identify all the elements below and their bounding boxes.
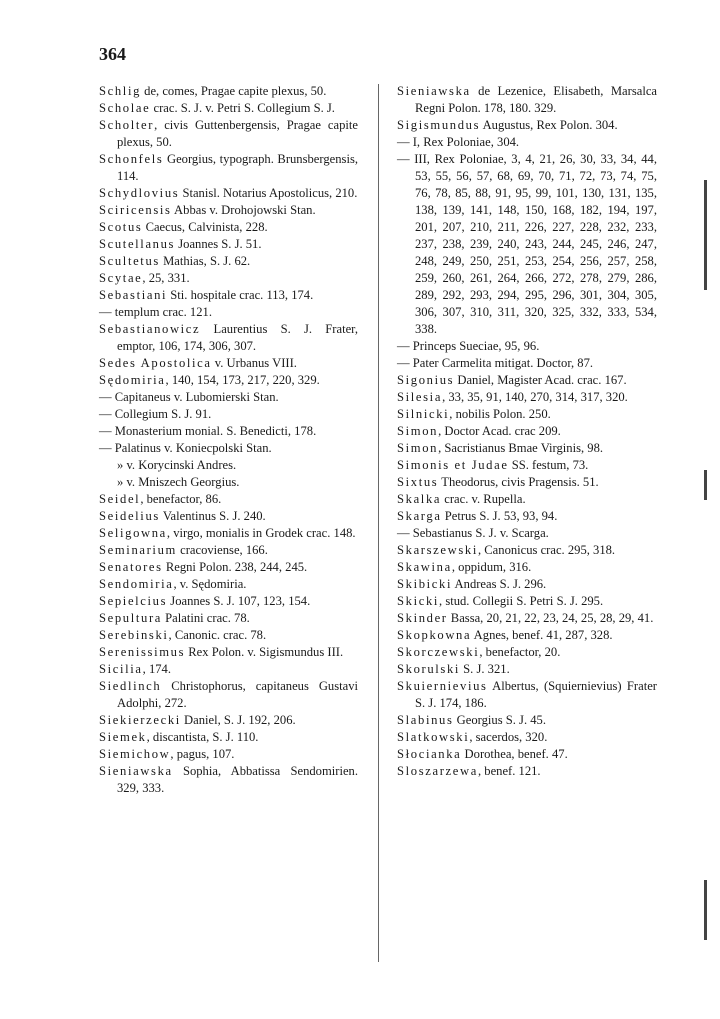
entry-text: crac. v. Rupella. bbox=[441, 492, 526, 506]
entry-text: , 140, 154, 173, 217, 220, 329. bbox=[165, 373, 320, 387]
index-entry bbox=[397, 423, 657, 440]
index-entry bbox=[99, 372, 358, 389]
index-entry bbox=[99, 304, 358, 321]
entry-headword: Scytae bbox=[99, 271, 143, 285]
entry-text: Valentinus S. J. 240. bbox=[159, 509, 266, 523]
entry-text: Christophorus, capitaneus Gustavi Adolphi, 272. bbox=[117, 679, 358, 710]
entry-text: , pagus, 107. bbox=[170, 747, 235, 761]
entry-text: S. J. 321. bbox=[460, 662, 510, 676]
entry-text: Caecus, Calvinista, 228. bbox=[142, 220, 268, 234]
index-entry bbox=[99, 423, 358, 440]
entry-headword: Serenissimus bbox=[99, 645, 186, 659]
index-entry bbox=[99, 576, 358, 593]
entry-text: SS. festum, 73. bbox=[508, 458, 589, 472]
index-entry bbox=[397, 678, 657, 712]
entry-text: de Lezenice, Elisabeth, Marsalca Regni Polon. 178, 180. 329. bbox=[415, 84, 657, 115]
index-entry bbox=[99, 406, 358, 423]
entry-headword: Skorczewski bbox=[397, 645, 480, 659]
index-entry bbox=[397, 134, 657, 151]
index-entry bbox=[99, 729, 358, 746]
scan-edge-mark bbox=[704, 880, 707, 940]
entry-text: , nobilis Polon. 250. bbox=[449, 407, 551, 421]
index-entry bbox=[99, 202, 358, 219]
entry-text: crac. S. J. v. Petri S. Collegium S. J. bbox=[150, 101, 335, 115]
entry-headword: Skuiernievius bbox=[397, 679, 488, 693]
index-entry bbox=[99, 542, 358, 559]
index-entry bbox=[99, 321, 358, 355]
index-entry bbox=[99, 287, 358, 304]
entry-headword: Sedes Apostolica bbox=[99, 356, 212, 370]
entry-headword: Sędomiria bbox=[99, 373, 166, 387]
entry-headword: Simon bbox=[397, 424, 439, 438]
entry-text: Andreas S. J. 296. bbox=[452, 577, 547, 591]
index-entry bbox=[99, 236, 358, 253]
entry-text: , v. Sędomiria. bbox=[173, 577, 247, 591]
entry-headword: Silnicki bbox=[397, 407, 450, 421]
index-entry bbox=[397, 491, 657, 508]
entry-text: Rex Polon. v. Sigismundus III. bbox=[185, 645, 344, 659]
entry-text: Daniel, Magister Acad. crac. 167. bbox=[454, 373, 627, 387]
entry-text: — Palatinus v. Koniecpolski Stan. bbox=[99, 441, 272, 455]
entry-headword: Scholter bbox=[99, 118, 155, 132]
entry-headword: Siedlinch bbox=[99, 679, 162, 693]
entry-text: Dorothea, benef. 47. bbox=[461, 747, 568, 761]
index-entry bbox=[397, 576, 657, 593]
entry-text: v. Urbanus VIII. bbox=[211, 356, 297, 370]
entry-headword: Skorulski bbox=[397, 662, 461, 676]
entry-text: Palatini crac. 78. bbox=[162, 611, 250, 625]
index-entry bbox=[99, 644, 358, 661]
index-entry bbox=[99, 627, 358, 644]
entry-headword: Seligowna bbox=[99, 526, 167, 540]
entry-headword: Slatkowski bbox=[397, 730, 470, 744]
index-entry bbox=[99, 151, 358, 185]
entry-text: , civis Guttenbergensis, Pragae capite plexus, 50. bbox=[117, 118, 358, 149]
index-entry bbox=[99, 355, 358, 372]
entry-headword: Siekierzecki bbox=[99, 713, 181, 727]
index-entry bbox=[99, 253, 358, 270]
entry-headword: Scultetus bbox=[99, 254, 160, 268]
scan-edge-mark bbox=[704, 470, 707, 500]
entry-headword: Scholae bbox=[99, 101, 151, 115]
index-entry bbox=[397, 644, 657, 661]
entry-headword: Skarszewski bbox=[397, 543, 478, 557]
index-entry bbox=[397, 559, 657, 576]
entry-headword: Silesia bbox=[397, 390, 443, 404]
entry-headword: Sieniawska bbox=[397, 84, 471, 98]
entry-headword: Sieniawska bbox=[99, 764, 173, 778]
index-entry bbox=[397, 729, 657, 746]
index-entry bbox=[397, 627, 657, 644]
index-entry bbox=[397, 508, 657, 525]
entry-text: — templum crac. 121. bbox=[99, 305, 212, 319]
index-entry bbox=[397, 372, 657, 389]
entry-text: , discantista, S. J. 110. bbox=[146, 730, 259, 744]
entry-headword: Sciricensis bbox=[99, 203, 172, 217]
entry-headword: Scotus bbox=[99, 220, 143, 234]
entry-headword: Sendomiria bbox=[99, 577, 174, 591]
entry-headword: Seidel bbox=[99, 492, 141, 506]
index-entry bbox=[99, 610, 358, 627]
entry-headword: Skarga bbox=[397, 509, 442, 523]
entry-headword: Serebinski bbox=[99, 628, 169, 642]
entry-text: Bassa, 20, 21, 22, 23, 24, 25, 28, 29, 41. bbox=[447, 611, 654, 625]
entry-text: Sophia, Abbatissa Sendomirien. 329, 333. bbox=[117, 764, 358, 795]
entry-text: — Princeps Sueciae, 95, 96. bbox=[397, 339, 540, 353]
entry-headword: Skicki bbox=[397, 594, 440, 608]
entry-headword: Schonfels bbox=[99, 152, 164, 166]
entry-headword: Seidelius bbox=[99, 509, 160, 523]
entry-headword: Skinder bbox=[397, 611, 448, 625]
entry-text: , Canonicus crac. 295, 318. bbox=[477, 543, 616, 557]
index-entry bbox=[99, 474, 358, 491]
entry-text: , 25, 331. bbox=[142, 271, 190, 285]
entry-text: Augustus, Rex Polon. 304. bbox=[480, 118, 618, 132]
entry-headword: Sigismundus bbox=[397, 118, 481, 132]
index-entry bbox=[99, 525, 358, 542]
index-entry bbox=[99, 270, 358, 287]
index-entry bbox=[397, 474, 657, 491]
entry-text: , 33, 35, 91, 140, 270, 314, 317, 320. bbox=[442, 390, 628, 404]
entry-text: Joannes S. J. 51. bbox=[175, 237, 262, 251]
index-entry bbox=[99, 100, 358, 117]
index-entry bbox=[397, 593, 657, 610]
index-entry bbox=[99, 593, 358, 610]
entry-text: , virgo, monialis in Grodek crac. 148. bbox=[166, 526, 356, 540]
index-entry bbox=[99, 746, 358, 763]
entry-text: , sacerdos, 320. bbox=[469, 730, 548, 744]
entry-headword: Simon bbox=[397, 441, 439, 455]
entry-text: — Capitaneus v. Lubomierski Stan. bbox=[99, 390, 279, 404]
entry-text: Agnes, benef. 41, 287, 328. bbox=[471, 628, 613, 642]
entry-text: Daniel, S. J. 192, 206. bbox=[180, 713, 296, 727]
entry-headword: Scutellanus bbox=[99, 237, 176, 251]
index-entry bbox=[99, 678, 358, 712]
column-divider bbox=[378, 84, 379, 962]
index-entry bbox=[99, 457, 358, 474]
entry-headword: Sepielcius bbox=[99, 594, 168, 608]
index-entry bbox=[397, 525, 657, 542]
entry-headword: Skawina bbox=[397, 560, 452, 574]
index-entry bbox=[99, 117, 358, 151]
index-entry bbox=[397, 355, 657, 372]
entry-headword: Sicilia bbox=[99, 662, 143, 676]
entry-text: Petrus S. J. 53, 93, 94. bbox=[441, 509, 558, 523]
index-entry bbox=[99, 491, 358, 508]
index-entry bbox=[397, 661, 657, 678]
entry-text: » v. Korycinski Andres. bbox=[117, 458, 237, 472]
index-column-right bbox=[397, 83, 657, 780]
index-entry bbox=[397, 763, 657, 780]
entry-text: de, comes, Pragae capite plexus, 50. bbox=[141, 84, 327, 98]
entry-text: Abbas v. Drohojowski Stan. bbox=[171, 203, 316, 217]
entry-text: Theodorus, civis Pragensis. 51. bbox=[438, 475, 599, 489]
entry-text: , Sacristianus Bmae Virginis, 98. bbox=[438, 441, 604, 455]
entry-text: , Canonic. crac. 78. bbox=[168, 628, 267, 642]
entry-headword: Skopkowna bbox=[397, 628, 472, 642]
entry-headword: Slabinus bbox=[397, 713, 454, 727]
index-entry bbox=[397, 440, 657, 457]
scan-edge-mark bbox=[704, 180, 707, 290]
entry-headword: Sloszarzewa bbox=[397, 764, 478, 778]
entry-headword: Sebastiani bbox=[99, 288, 168, 302]
index-entry bbox=[397, 151, 657, 338]
index-entry bbox=[99, 712, 358, 729]
entry-text: Laurentius S. J. Frater, emptor, 106, 174, 306, 307. bbox=[117, 322, 358, 353]
entry-text: , benefactor, 20. bbox=[479, 645, 561, 659]
entry-text: Georgius, typograph. Brunsbergensis, 114. bbox=[117, 152, 358, 183]
index-entry bbox=[99, 508, 358, 525]
entry-headword: Siemichow bbox=[99, 747, 171, 761]
entry-text: Mathias, S. J. 62. bbox=[159, 254, 251, 268]
index-entry bbox=[397, 712, 657, 729]
entry-headword: Sebastianowicz bbox=[99, 322, 201, 336]
entry-text: » v. Mniszech Georgius. bbox=[117, 475, 240, 489]
entry-headword: Senatores bbox=[99, 560, 163, 574]
entry-text: , benefactor, 86. bbox=[140, 492, 222, 506]
entry-text: Joannes S. J. 107, 123, 154. bbox=[167, 594, 311, 608]
entry-text: cracoviense, 166. bbox=[176, 543, 268, 557]
entry-headword: Schlig bbox=[99, 84, 142, 98]
entry-headword: Sixtus bbox=[397, 475, 439, 489]
entry-text: , stud. Collegii S. Petri S. J. 295. bbox=[439, 594, 604, 608]
entry-text: Regni Polon. 238, 244, 245. bbox=[162, 560, 308, 574]
entry-text: Albertus, (Squiernievius) Frater S. J. 174, 186. bbox=[415, 679, 657, 710]
entry-text: Sti. hospitale crac. 113, 174. bbox=[167, 288, 314, 302]
entry-headword: Skalka bbox=[397, 492, 442, 506]
entry-text: — III, Rex Poloniae, 3, 4, 21, 26, 30, 33, 34, 44, 53, 55, 56, 57, 68, 69, 70, 71, 72, 73, 74, 75, 76, 78, 85, 88, 91, 95, 99, 101, 130, 131, 135, 138, 139, 141, 148, 150, 168, 182, 194, 197, 201, 207, 210, 211, 226, 227, 228, 232, 233, 237, 238, 239, 240, 243, 244, 245, 246, 247, 248, 249, 250, 251, 253, 254, 256, 257, 258, 259, 260, 261, 264, 266, 272, 278, 279, 286, 289, 292, 293, 294, 295, 296, 301, 304, 305, 306, 307, 310, 311, 320, 325, 332, 333, 534, 338. bbox=[397, 152, 657, 336]
entry-text: — Monasterium monial. S. Benedicti, 178. bbox=[99, 424, 317, 438]
page-number: 364 bbox=[99, 44, 126, 64]
entry-headword: Sepultura bbox=[99, 611, 163, 625]
index-entry bbox=[397, 542, 657, 559]
index-entry bbox=[99, 83, 358, 100]
entry-text: — I, Rex Poloniae, 304. bbox=[397, 135, 520, 149]
index-column-left bbox=[99, 83, 358, 797]
index-entry bbox=[99, 559, 358, 576]
index-entry bbox=[397, 746, 657, 763]
index-entry bbox=[397, 83, 657, 117]
entry-headword: Skibicki bbox=[397, 577, 453, 591]
entry-text: , Doctor Acad. crac 209. bbox=[438, 424, 561, 438]
entry-text: , benef. 121. bbox=[477, 764, 541, 778]
index-entry bbox=[397, 610, 657, 627]
entry-text: , 174. bbox=[142, 662, 171, 676]
index-entry bbox=[99, 661, 358, 678]
index-entry bbox=[397, 338, 657, 355]
entry-headword: Sigonius bbox=[397, 373, 455, 387]
index-entry bbox=[99, 219, 358, 236]
index-entry bbox=[99, 389, 358, 406]
entry-headword: Seminarium bbox=[99, 543, 177, 557]
entry-headword: Simonis et Judae bbox=[397, 458, 509, 472]
entry-text: — Sebastianus S. J. v. Scarga. bbox=[397, 526, 549, 540]
index-entry bbox=[397, 117, 657, 134]
entry-headword: Słocianka bbox=[397, 747, 462, 761]
index-entry bbox=[99, 440, 358, 457]
entry-text: — Pater Carmelita mitigat. Doctor, 87. bbox=[397, 356, 594, 370]
entry-text: , oppidum, 316. bbox=[451, 560, 532, 574]
entry-text: Stanisl. Notarius Apostolicus, 210. bbox=[179, 186, 358, 200]
entry-headword: Schydlovius bbox=[99, 186, 180, 200]
index-entry bbox=[397, 389, 657, 406]
index-entry bbox=[397, 457, 657, 474]
index-entry bbox=[99, 185, 358, 202]
entry-text: — Collegium S. J. 91. bbox=[99, 407, 212, 421]
entry-text: Georgius S. J. 45. bbox=[453, 713, 546, 727]
index-entry bbox=[99, 763, 358, 797]
entry-headword: Siemek bbox=[99, 730, 147, 744]
index-entry bbox=[397, 406, 657, 423]
